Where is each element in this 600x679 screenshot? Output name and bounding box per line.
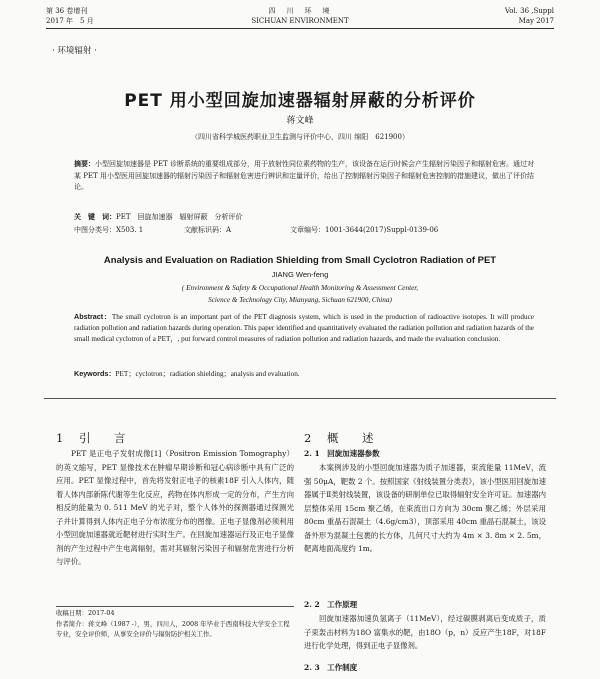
abstract-cn-text: 小型回旋加速器是 PET 诊断系统的重要组成部分，用于放射性同位素药物的生产，该设备在运行时候会产生辐射污染因子和辐射危害。通过对某 PET 用小型医用回旋加速器的辐射污染因子和辐射危害进行辨识和定量评价，给出了控制辐射污染因子和辐射危害控制的措施建议，做出了评价结论。 [74, 160, 535, 191]
header-date: 2017 年 5 月 [46, 17, 94, 25]
journal-name-en: SICHUAN ENVIRONMENT [251, 17, 349, 25]
abstract-en [74, 311, 534, 345]
keywords-en [74, 368, 534, 380]
header-date-en: May 2017 [518, 17, 554, 25]
section-1-title: 引 言 [78, 431, 132, 445]
author-info: 作者简介：蒋文峰（1987 -），男，四川人，2008 年毕业于西南科技大学安全工程专业，安全评价师，从事安全评价与辐射防护相关工作。 [56, 620, 290, 638]
affiliation-en-line1: ( Environment & Safety & Occupational Health Monitoring & Assessment Center, [181, 284, 419, 292]
abstract-cn-label: 摘要： [74, 159, 96, 168]
affiliation-en-line2: Science & Technology City, Mianyang, Sichuan 621900, China) [208, 296, 392, 304]
article-number: 文章编号：1001-3644(2017)Suppl-0139-06 [290, 226, 439, 234]
section-1-heading [56, 430, 131, 446]
author-en: JIANG Wen-feng [271, 270, 329, 279]
section-2-number: 2 [304, 431, 318, 445]
affiliation-cn: （四川省科学城医药职业卫生监测与评价中心，四川 绵阳 621900） [191, 133, 409, 141]
keywords-cn-label: 关 键 词： [74, 212, 116, 221]
keywords-en-text: PET；cyclotron；radiation shielding；analysis and evaluation. [115, 370, 300, 378]
section-label: · 环境辐射 · [52, 46, 97, 56]
section-2-heading [304, 430, 379, 446]
received-date: 收稿日期：2017-04 [56, 609, 115, 617]
abstract-en-text: The small cyclotron is an important part of the PET diagnosis system, which is used in the production of radioactive isotopes. It will produce radiation pollution and radiation hazards during operation. This paper identified and quantitatively evaluated the radiation pollution and radiation hazards of the small medical cyclotron of a PET，, put forward control measures of radiation pollution and radiation hazards, and made the evaluation conclusion. [74, 313, 534, 343]
header-vol-en: Vol. 36 ,Suppl [504, 7, 554, 15]
journal-name-cn: 四 川 环 境 [268, 7, 332, 15]
paper-title-cn: PET 用小型回旋加速器辐射屏蔽的分析评价 [124, 91, 476, 111]
header-rule [46, 28, 554, 29]
clc-number: 中图分类号：X503. 1 [74, 226, 144, 234]
header-volume: 第 36 卷增刊 [46, 7, 88, 15]
abstract-separator [44, 398, 556, 399]
abstract-en-label: Abstract： [74, 312, 112, 321]
subsection-2-2: 2. 2 工作原理 [304, 600, 358, 609]
section-2-title: 概 述 [326, 431, 380, 445]
keywords-en-label: Keywords： [74, 369, 116, 378]
subsection-2-3: 2. 3 工作制度 [304, 663, 358, 672]
abstract-cn [74, 158, 534, 194]
paragraph-2-1: 本案例涉及的小型回旋加速器为质子加速器，束流能量 11MeV，流强 50μA，靶数 2 个。按照国家《射线装置分类表》，该小型医用回旋加速器属于Ⅱ类射线装置，该设备的研制单位已取得辐射安全许可证。加速器内层整体采用 15cm 聚乙烯，在束流出口方向为 30cm 聚乙烯；外层采用 80cm 重晶石混凝土（4.6g/cm3），顶部采用 40cm 重晶石混凝土，该设备外形为混凝土包裹的长方体，几何尺寸大约为 4m × 3. 8m × 2. 5m，靶离地面高度约 1m。 [304, 463, 546, 553]
section-1-number: 1 [56, 431, 70, 445]
keywords-cn-text: PET 回旋加速器 辐射屏蔽 分析评价 [116, 213, 243, 221]
paragraph-2-2: 回旋加速器加速负氢离子（11MeV），经过碳膜剥离后变成质子，质子束轰击材料为18O 富集水的靶，由18O（p，n）反应产生18F，对18F 进行化学处理，得到正电子显像剂。 [304, 614, 546, 650]
keywords-cn [74, 211, 534, 223]
introduction-paragraph: PET 是正电子发射成像[1]（Positron Emission Tomography）的英文缩写，PET 显像技术在肿瘤早期诊断和冠心病诊断中具有广泛的应用。PET 显像过程中，首先将发射正电子的核素18F 引入人体内，随着人体内部新陈代谢等生化反应，药物在体内形成一定的分布，产生方向相反的能量为 0. 511 MeV 的光子对，整个人体外的探测器通过探测光子并计算得到人体内正电子分布浓度分布的图像。正电子显像剂必须利用小型回旋加速器就近靶材进行实时生产。在回旋加速器运行及正电子显像剂的产生过程中产生电离辐射，需对其辐射污染因子和辐射危害进行分析与评价。 [56, 449, 294, 566]
document-code: 文献标识码：A [184, 226, 232, 234]
subsection-2-1: 2. 1 回旋加速器参数 [304, 449, 380, 458]
paper-title-en: Analysis and Evaluation on Radiation Shielding from Small Cyclotron Radiation of PET [103, 255, 497, 266]
footnote-rule [56, 606, 294, 607]
author-cn: 蒋文峰 [286, 116, 314, 126]
